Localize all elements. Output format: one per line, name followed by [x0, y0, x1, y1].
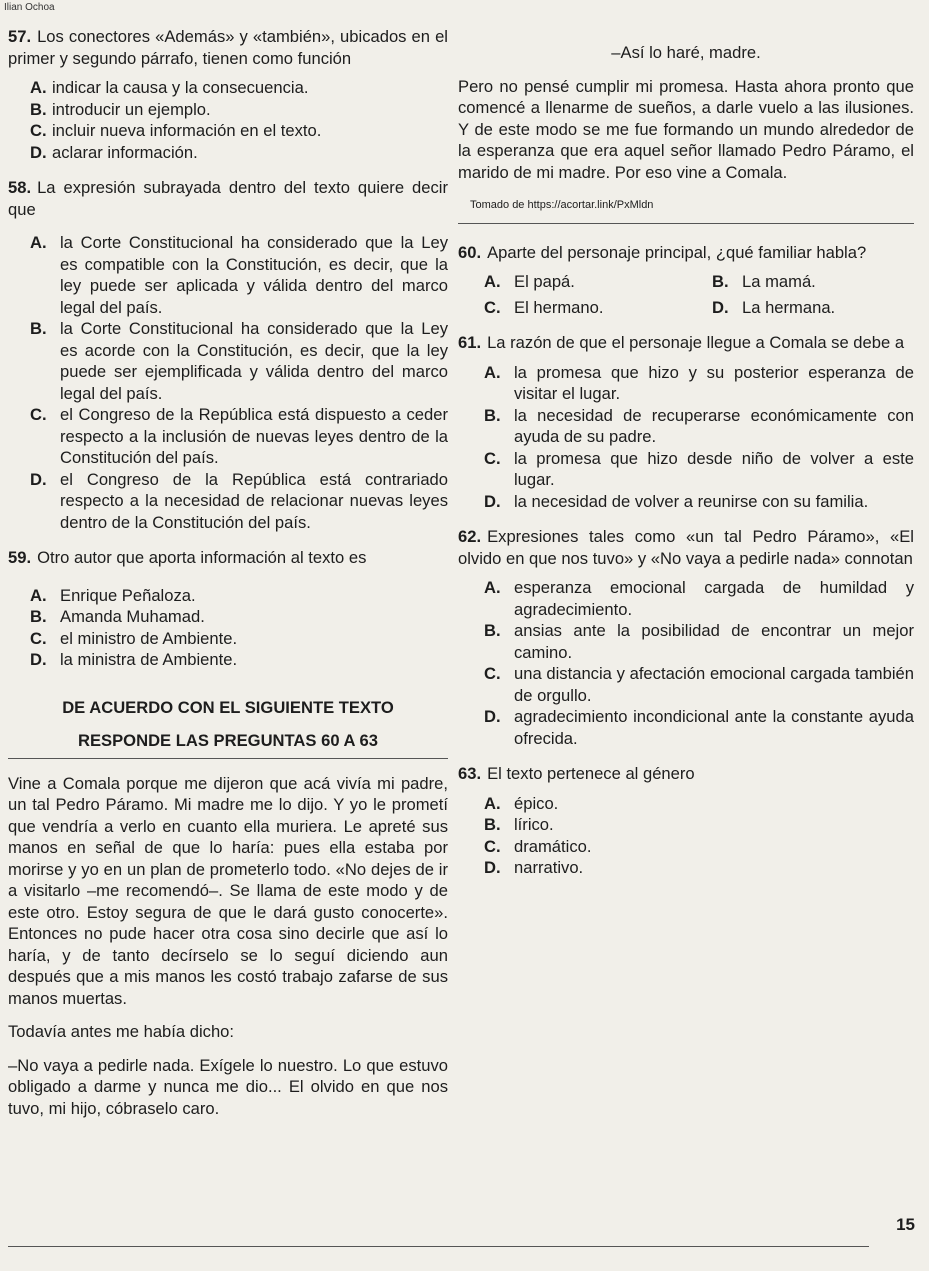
- question-number: 59.: [8, 548, 32, 567]
- question-61: [458, 332, 914, 512]
- section-heading-line1: DE ACUERDO CON EL SIGUIENTE TEXTO: [62, 697, 394, 717]
- question-59: [8, 547, 448, 671]
- option-b: B. La mamá.: [712, 272, 816, 291]
- footer-divider: [8, 1246, 869, 1247]
- question-number: 60.: [458, 242, 482, 262]
- option-d: D. la necesidad de volver a reunirse con su familia.: [484, 491, 869, 511]
- divider: [458, 223, 914, 224]
- question-stem: La expresión subrayada dentro del texto quiere decir que: [8, 178, 448, 219]
- question-stem: Los conectores «Además» y «también», ubicados en el primer y segundo párrafo, tienen como función: [8, 27, 448, 68]
- option-d: D. La hermana.: [712, 297, 836, 317]
- section-heading-line2: RESPONDE LAS PREGUNTAS 60 A 63: [78, 731, 378, 750]
- option-a: A. indicar la causa y la consecuencia.: [30, 78, 309, 97]
- passage-paragraph: Todavía antes me había dicho:: [8, 1022, 235, 1041]
- source-citation: Tomado de https://acortar.link/PxMldn: [470, 199, 654, 211]
- question-stem: La razón de que el personaje llegue a Comala se debe a: [487, 333, 905, 352]
- question-stem: El texto pertenece al género: [487, 764, 695, 783]
- passage-paragraph: Pero no pensé cumplir mi promesa. Hasta ahora pronto que comencé a llenarme de sueños, a darle vuelo a las ilusiones. Y de este modo se me fue formando un mundo alrededor de la esperanza que era aquel señor llamado Pedro Páramo, el marido de mi madre. Por eso vine a Comala.: [458, 76, 914, 182]
- option-d: D. la ministra de Ambiente.: [30, 650, 238, 669]
- question-number: 57.: [8, 27, 32, 46]
- option-c: C. el Congreso de la República está dispuesto a ceder respecto a la inclusión de nuevas leyes dentro de la Constitución del país.: [30, 405, 448, 467]
- option-d: D. aclarar información.: [30, 142, 198, 162]
- option-c: C. El hermano.: [484, 297, 604, 317]
- option-a: A. la Corte Constitucional ha considerado que la Ley es compatible con la Constitución, es decir, que la ley puede ser aplicada y válida dentro del marco legal del país.: [30, 233, 448, 317]
- option-c: C. dramático.: [484, 836, 592, 856]
- option-d: D. el Congreso de la República está contrariado respecto a la necesidad de relacionar nuevas leyes dentro de la Constitución del país.: [30, 469, 448, 532]
- option-c: C. incluir nueva información en el texto.: [30, 121, 322, 140]
- passage-paragraph: –Así lo haré, madre.: [611, 43, 761, 62]
- right-column: [458, 26, 914, 885]
- passage-paragraph: Vine a Comala porque me dijeron que acá vivía mi padre, un tal Pedro Páramo. Mi madre me lo dijo. Y yo le prometí que vendría a verlo en cuanto ella muriera. Le apreté sus manos en señal de que lo haría: pues ella estaba por morirse y yo en un plan de prometerlo todo. «No dejes de ir a visitarlo –me recomendó–. Se llama de este modo y de este otro. Estoy segura de que le dará gusto conocerte». Entonces no pude hacer otra cosa sino decirle que así lo haría, y de tanto decírselo se lo seguí diciendo aun después que a mis manos les costó trabajo zafarse de sus manos muertas.: [8, 773, 448, 1008]
- question-number: 63.: [458, 764, 482, 783]
- question-stem: Expresiones tales como «un tal Pedro Páramo», «El olvido en que nos tuvo» y «No vaya a pedirle nada» connotan: [458, 527, 914, 568]
- option-a: A. la promesa que hizo y su posterior esperanza de visitar el lugar.: [484, 362, 914, 403]
- option-a: A. épico.: [484, 793, 559, 813]
- option-a: A. esperanza emocional cargada de humildad y agradecimiento.: [484, 578, 914, 619]
- left-column: [8, 26, 448, 1119]
- question-58: [8, 177, 448, 533]
- option-b: B. lírico.: [484, 815, 554, 834]
- passage-paragraph: –No vaya a pedirle nada. Exígele lo nuestro. Lo que estuvo obligado a darme y nunca me dio... El olvido en que nos tuvo, mi hijo, cóbraselo caro.: [8, 1055, 448, 1118]
- question-stem: Aparte del personaje principal, ¿qué familiar habla?: [487, 242, 867, 262]
- header-mark: Ilian Ochoa: [4, 2, 55, 13]
- option-b: B. Amanda Muhamad.: [30, 607, 205, 626]
- option-b: B. ansias ante la posibilidad de encontrar un mejor camino.: [484, 621, 914, 662]
- page-number: 15: [896, 1215, 915, 1234]
- option-a: A. El papá.: [484, 272, 575, 291]
- option-b: B. introducir un ejemplo.: [30, 99, 211, 119]
- question-60: [458, 242, 914, 319]
- question-number: 58.: [8, 178, 32, 197]
- question-number: 62.: [458, 527, 482, 546]
- option-c: C. la promesa que hizo desde niño de volver a este lugar.: [484, 448, 914, 489]
- question-number: 61.: [458, 333, 482, 352]
- question-63: [458, 763, 914, 879]
- option-c: C. una distancia y afectación emocional cargada también de orgullo.: [484, 664, 914, 705]
- option-d: D. narrativo.: [484, 858, 584, 877]
- option-c: C. el ministro de Ambiente.: [30, 628, 238, 648]
- divider: [8, 758, 448, 759]
- option-b: B. la Corte Constitucional ha considerado que la Ley es acorde con la Constitución, es decir, que la ley puede ser ejemplificada y válida dentro del marco legal del país.: [30, 319, 448, 403]
- question-stem: Otro autor que aporta información al texto es: [37, 548, 367, 567]
- option-a: A. Enrique Peñaloza.: [30, 585, 196, 605]
- question-57: [8, 26, 448, 163]
- option-d: D. agradecimiento incondicional ante la constante ayuda ofrecida.: [484, 707, 914, 748]
- option-b: B. la necesidad de recuperarse económicamente con ayuda de su padre.: [484, 405, 914, 446]
- question-62: [458, 526, 914, 749]
